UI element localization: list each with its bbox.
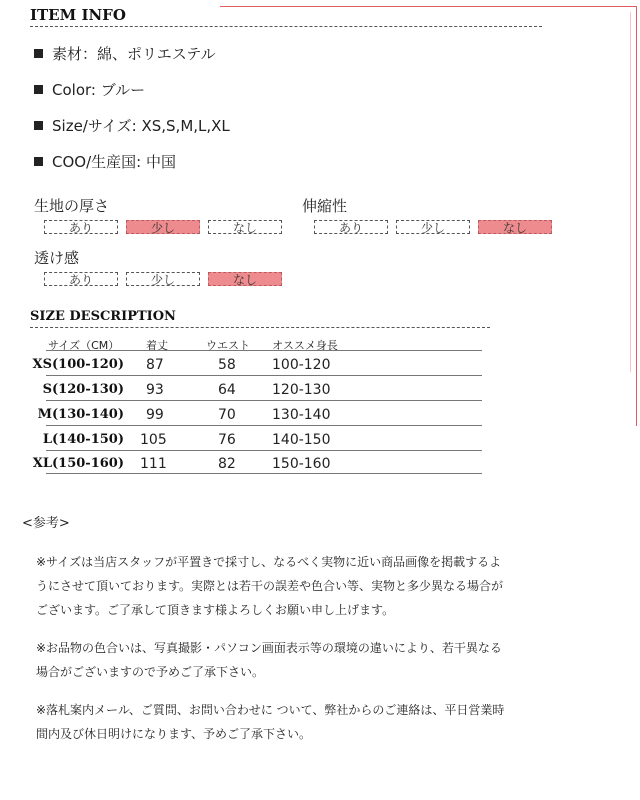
note-measurement xyxy=(36,550,503,622)
row-height: 100-120 xyxy=(272,357,331,373)
decorative-frame-right xyxy=(636,6,637,426)
stretch-option-sukoshi: 少し xyxy=(396,220,470,234)
row-size: L(140-150) xyxy=(42,432,124,447)
header-height: オススメ身長 xyxy=(272,339,338,352)
table-rule xyxy=(46,375,482,376)
bullet-square-icon xyxy=(34,157,43,166)
bullet-square-icon xyxy=(34,85,43,94)
stretch-option-nashi: なし xyxy=(478,220,552,234)
note-line: うにさせて頂いております。実際とは若干の誤差や色合い等、実物と多少異なる場合が xyxy=(36,579,504,593)
size-description-divider xyxy=(30,327,490,328)
row-waist: 76 xyxy=(218,432,236,448)
note-line: ※サイズは当店スタッフが平置きで採寸し、なるべく実物に近い商品画像を掲載するよ xyxy=(36,555,502,569)
thickness-option-nashi: なし xyxy=(208,220,282,234)
decorative-frame-top xyxy=(220,6,636,7)
thickness-label: 生地の厚さ xyxy=(34,197,110,215)
row-height: 130-140 xyxy=(272,407,331,423)
bullet-square-icon xyxy=(34,49,43,58)
spec-origin: COO/生産国: 中国 xyxy=(34,151,176,172)
note-line: ※お品物の色合いは、写真撮影・パソコン画面表示等の環境の違いにより、若干異なる xyxy=(36,641,502,655)
stretch-option-ari: あり xyxy=(314,220,388,234)
row-length: 87 xyxy=(146,357,164,373)
row-length: 105 xyxy=(140,432,167,448)
size-description-title: SIZE DESCRIPTION xyxy=(30,309,176,324)
row-waist: 58 xyxy=(218,357,236,373)
table-rule xyxy=(46,350,482,351)
spec-size: Size/サイズ: XS,S,M,L,XL xyxy=(34,115,230,136)
row-height: 120-130 xyxy=(272,382,331,398)
table-rule xyxy=(46,450,482,451)
header-size: サイズ（CM） xyxy=(48,339,120,352)
row-length: 93 xyxy=(146,382,164,398)
thickness-option-ari: あり xyxy=(44,220,118,234)
sheerness-label: 透け感 xyxy=(34,249,80,267)
note-line: 間内及び休日明けになります、予めご了承下さい。 xyxy=(36,727,312,741)
reference-title: <参考> xyxy=(22,516,70,531)
thickness-option-sukoshi: 少し xyxy=(126,220,200,234)
note-color xyxy=(36,636,502,684)
decorative-frame-right-inner xyxy=(630,12,631,372)
sheerness-option-nashi: なし xyxy=(208,272,282,286)
item-info-title: ITEM INFO xyxy=(30,6,126,24)
note-line: 場合がございますので予めご了承下さい。 xyxy=(36,665,265,679)
row-height: 150-160 xyxy=(272,456,331,472)
spec-color: Color: ブルー xyxy=(34,79,145,100)
row-waist: 64 xyxy=(218,382,236,398)
note-contact xyxy=(36,698,504,746)
table-rule xyxy=(46,473,482,474)
spec-material: 素材：綿、ポリエステル xyxy=(34,43,216,64)
sheerness-option-ari: あり xyxy=(44,272,118,286)
sheerness-option-sukoshi: 少し xyxy=(126,272,200,286)
row-size: S(120-130) xyxy=(42,382,124,397)
row-waist: 82 xyxy=(218,456,236,472)
header-length: 着丈 xyxy=(146,339,168,352)
bullet-square-icon xyxy=(34,121,43,130)
row-size: M(130-140) xyxy=(37,407,124,422)
row-length: 111 xyxy=(140,456,167,472)
row-height: 140-150 xyxy=(272,432,331,448)
header-waist: ウエスト xyxy=(206,339,250,352)
table-rule xyxy=(46,400,482,401)
note-line: ※落札案内メール、ご質問、お問い合わせに ついて、弊社からのご連絡は、平日営業時 xyxy=(36,703,505,717)
stretch-label: 伸縮性 xyxy=(302,197,348,215)
row-length: 99 xyxy=(146,407,164,423)
table-rule xyxy=(46,425,482,426)
item-info-divider xyxy=(30,26,542,27)
row-waist: 70 xyxy=(218,407,236,423)
row-size: XS(100-120) xyxy=(32,357,124,372)
note-line: ございます。ご了承して頂きます様よろしくお願い申し上げます。 xyxy=(36,603,395,617)
row-size: XL(150-160) xyxy=(32,456,124,471)
